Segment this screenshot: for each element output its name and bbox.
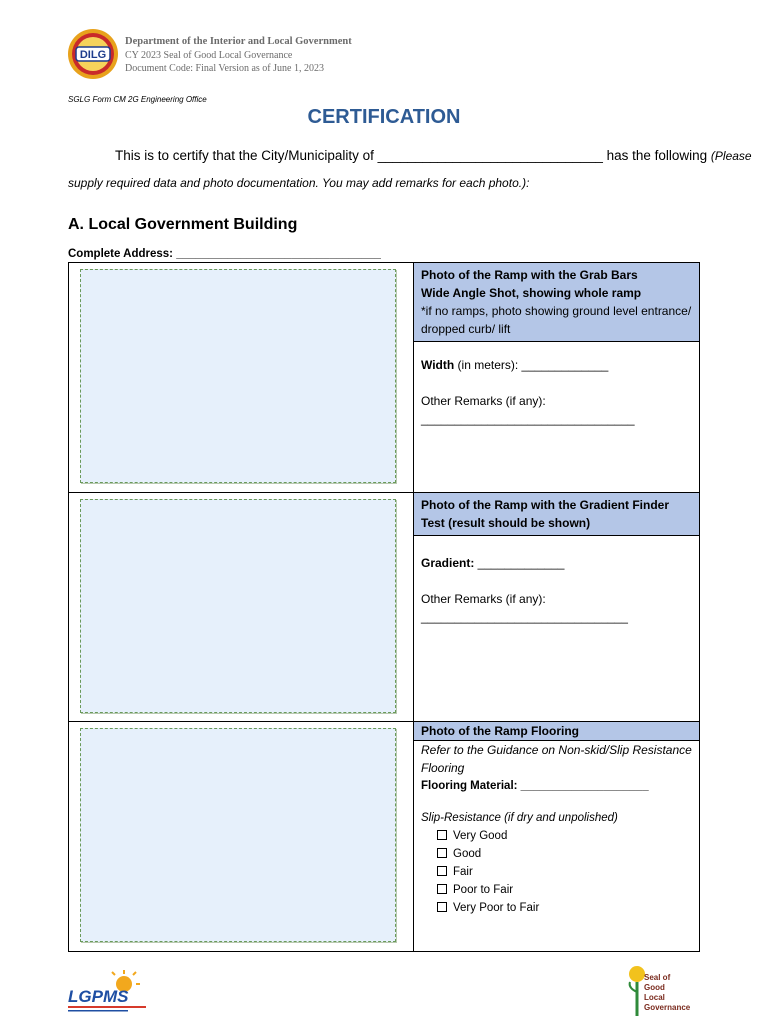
option-label: Poor to Fair — [453, 884, 514, 896]
dilg-seal-logo — [67, 28, 119, 80]
row-body — [414, 342, 699, 432]
table-row-ramp-flooring — [69, 722, 699, 951]
info-cell — [414, 722, 699, 951]
intro-line-2: supply required data and photo documentation. You may add remarks for each photo.): — [68, 176, 530, 190]
header-program: CY 2023 Seal of Good Local Governance — [125, 49, 293, 61]
sglg-line-3: Local — [644, 993, 665, 1002]
option-poor-to-fair[interactable] — [421, 881, 692, 899]
header-department: Department of the Interior and Local Government — [125, 36, 352, 47]
sglg-logo — [624, 962, 704, 1018]
lgpms-text: LGPMS — [68, 987, 129, 1006]
option-label: Very Poor to Fair — [453, 902, 540, 914]
gradient-label: Gradient: — [421, 556, 475, 570]
row-header-subtitle: Test (result should be shown) — [421, 516, 591, 530]
option-good[interactable] — [421, 845, 692, 863]
sglg-line-4: Governance — [644, 1003, 691, 1012]
row-header-title: Photo of the Ramp Flooring — [421, 724, 579, 738]
complete-address-field[interactable]: Complete Address: ________________________________ — [68, 248, 381, 260]
checkbox-icon[interactable] — [437, 848, 447, 858]
photo-placeholder[interactable] — [80, 499, 396, 713]
photo-cell — [69, 263, 414, 492]
document-header — [125, 35, 352, 76]
row-header-title: Photo of the Ramp with the Gradient Finder — [421, 498, 669, 512]
option-label: Good — [453, 848, 482, 860]
slip-resistance-heading: Slip-Resistance (if dry and unpolished) — [421, 812, 618, 824]
photo-placeholder[interactable] — [80, 269, 396, 483]
width-blank: (in meters): _____________ — [454, 358, 609, 372]
intro-text: This is to certify that the City/Municipality of ______________________________ has the following — [115, 148, 711, 163]
width-label: Width — [421, 358, 455, 372]
photo-cell — [69, 722, 414, 951]
row-header-subtitle: Wide Angle Shot, showing whole ramp — [421, 286, 642, 300]
flooring-material-field[interactable]: Flooring Material: ____________________ — [421, 780, 649, 792]
remarks-label: Other Remarks (if any): — [421, 592, 546, 606]
remarks-label: Other Remarks (if any): — [421, 394, 546, 408]
header-document-code: Document Code: Final Version as of June 1, 2023 — [125, 63, 324, 74]
photo-cell — [69, 493, 414, 721]
checkbox-icon[interactable] — [437, 902, 447, 912]
sglg-line-1: Seal of — [644, 973, 671, 982]
option-very-poor-to-fair[interactable] — [421, 899, 692, 917]
checkbox-icon[interactable] — [437, 866, 447, 876]
gradient-blank: _____________ — [474, 556, 565, 570]
table-row-gradient-finder — [69, 493, 699, 722]
guidance-note: Refer to the Guidance on Non-skid/Slip Resistance Flooring — [421, 743, 692, 775]
checkbox-icon[interactable] — [437, 884, 447, 894]
option-fair[interactable] — [421, 863, 692, 881]
row-header-title: Photo of the Ramp with the Grab Bars — [421, 268, 638, 282]
remarks-blank[interactable]: ________________________________ — [421, 412, 635, 426]
sglg-line-2: Good — [644, 983, 665, 992]
intro-line-1 — [115, 148, 752, 163]
info-cell — [414, 263, 699, 492]
photo-placeholder[interactable] — [80, 728, 396, 942]
row-header — [414, 722, 699, 741]
option-label: Fair — [453, 866, 473, 878]
intro-note: (Please — [710, 149, 752, 163]
width-field[interactable] — [421, 356, 692, 374]
table-row-ramp-grab-bars — [69, 263, 699, 493]
row-body — [414, 536, 699, 630]
row-header — [414, 493, 699, 536]
row-header — [414, 263, 699, 342]
seal-text: DILG — [79, 49, 107, 61]
checkbox-icon[interactable] — [437, 830, 447, 840]
gradient-field[interactable] — [421, 554, 692, 572]
form-code: SGLG Form CM 2G Engineering Office — [68, 95, 207, 104]
row-body — [414, 741, 699, 921]
info-cell — [414, 493, 699, 721]
remarks-blank[interactable]: _______________________________ — [421, 610, 628, 624]
row-header-note: *if no ramps, photo showing ground level entrance/ dropped curb/ lift — [421, 304, 692, 336]
lgpms-logo — [66, 968, 148, 1016]
page-title: CERTIFICATION — [307, 106, 461, 128]
section-title: A. Local Government Building — [68, 216, 298, 233]
option-very-good[interactable] — [421, 827, 692, 845]
documentation-table — [68, 262, 700, 952]
option-label: Very Good — [453, 830, 508, 842]
